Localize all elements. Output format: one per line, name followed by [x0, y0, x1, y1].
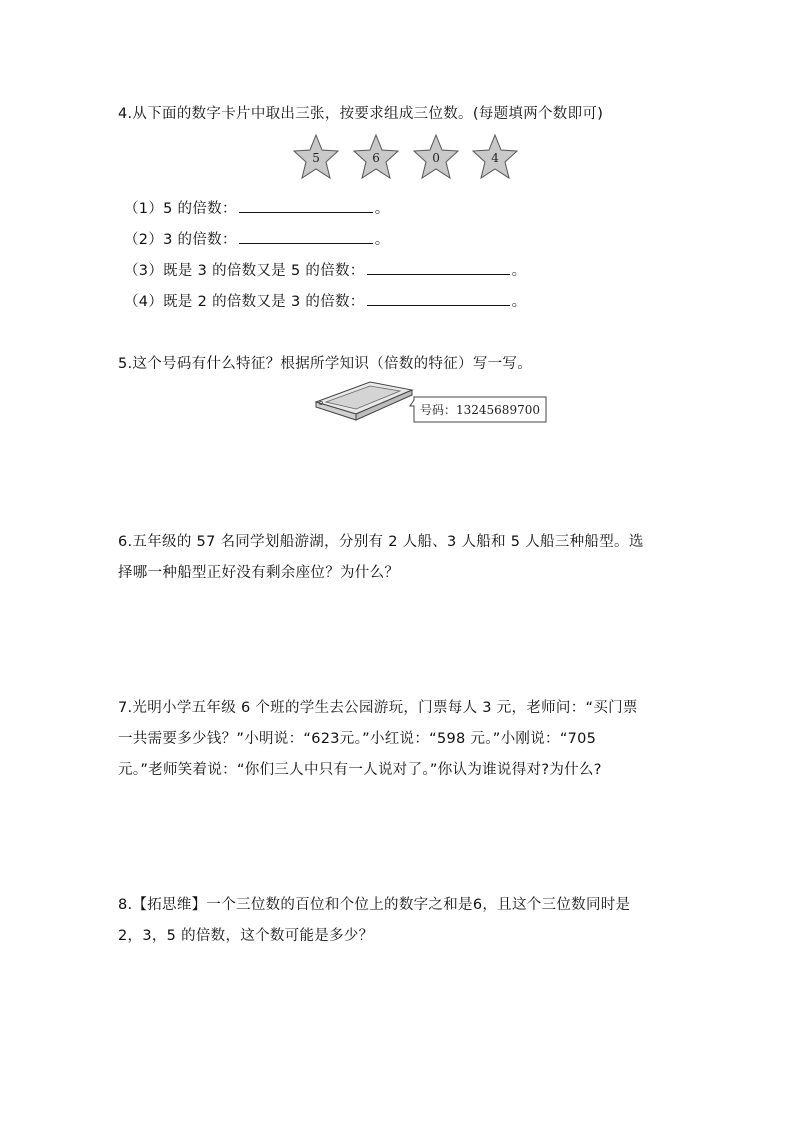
q4-item-4: [124, 290, 526, 311]
phone-icon: [316, 382, 412, 420]
q4-title: 4.从下面的数字卡片中取出三张，按要求组成三位数。(每题填两个数即可): [118, 106, 604, 122]
answer-blank[interactable]: [239, 229, 373, 244]
item-label: （3）既是 3 的倍数又是 5 的倍数：: [124, 263, 365, 279]
item-end: 。: [374, 232, 390, 248]
answer-blank[interactable]: [239, 198, 373, 213]
star-card-label: 0: [432, 151, 440, 165]
star-card-label: 5: [312, 151, 320, 165]
answer-blank[interactable]: [367, 260, 510, 275]
q4-item-2: [124, 228, 390, 249]
q6-line-2: 择哪一种船型正好没有剩余座位？为什么？: [118, 565, 400, 581]
q6-line-1: 6.五年级的 57 名同学划船游湖，分别有 2 人船、3 人船和 5 人船三种船型。选: [118, 534, 644, 550]
q8-line-2: 2，3，5 的倍数，这个数可能是多少？: [118, 928, 374, 944]
item-label: （2）3 的倍数：: [124, 232, 237, 248]
q7-line-2: 一共需要多少钱？”小明说：“623元。”小红说：“598 元。”小刚说：“705: [118, 731, 597, 747]
q7-line-3: 元。”老师笑着说：“你们三人中只有一人说对了。”你认为谁说得对?为什么?: [118, 762, 602, 778]
star-card-4: [473, 135, 517, 178]
item-end: 。: [511, 263, 527, 279]
star-card-6: [354, 135, 398, 178]
item-end: 。: [511, 294, 527, 310]
q4-item-1: [124, 197, 390, 218]
q4-item-3: [124, 259, 526, 280]
q7-line-1: 7.光明小学五年级 6 个班的学生去公园游玩，门票每人 3 元，老师问：“买门票: [118, 700, 638, 716]
star-card-label: 4: [491, 151, 499, 165]
phone-number-text: 号码：13245689700: [420, 403, 540, 417]
q8-line-1: 8.【拓思维】一个三位数的百位和个位上的数字之和是6，且这个三位数同时是: [118, 897, 631, 913]
item-end: 。: [374, 201, 390, 217]
q5-title: 5.这个号码有什么特征？根据所学知识（倍数的特征）写一写。: [118, 356, 533, 372]
answer-blank[interactable]: [367, 291, 510, 306]
number-cards: [288, 133, 528, 183]
star-card-label: 6: [372, 151, 380, 165]
item-label: （1）5 的倍数：: [124, 201, 237, 217]
phone-illustration: [312, 380, 552, 428]
star-card-5: [294, 135, 338, 178]
phone-number-callout: [410, 397, 546, 422]
star-card-0: [414, 135, 458, 178]
item-label: （4）既是 2 的倍数又是 3 的倍数：: [124, 294, 365, 310]
